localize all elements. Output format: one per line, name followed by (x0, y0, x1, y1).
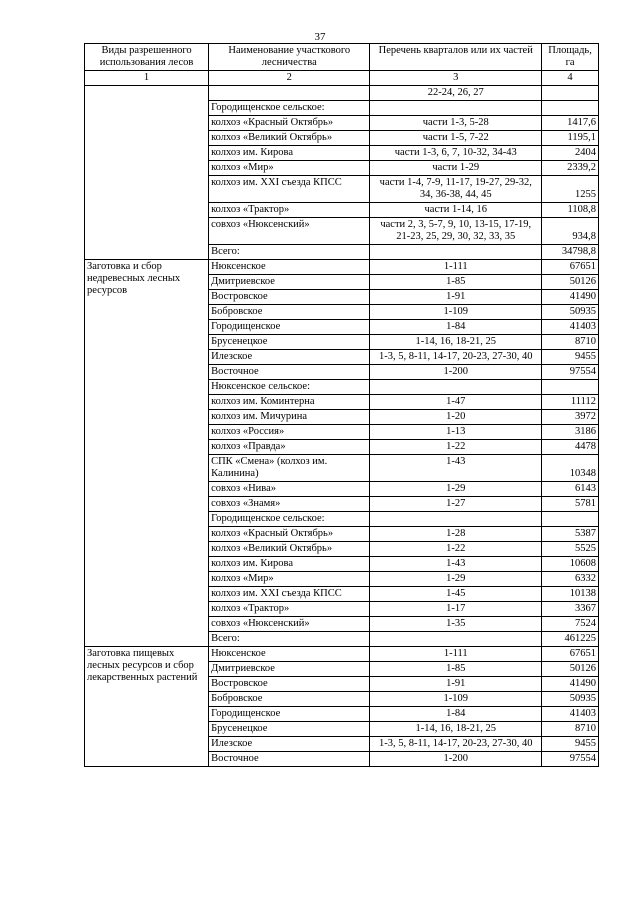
forestry-name-cell: Илезское (209, 350, 370, 365)
area-cell: 934,8 (542, 218, 599, 245)
quarters-cell: 1-85 (370, 275, 542, 290)
area-cell: 7524 (542, 617, 599, 632)
table-body (85, 86, 599, 767)
quarters-cell: 22-24, 26, 27 (370, 86, 542, 101)
quarters-cell: 1-43 (370, 557, 542, 572)
table-header-row (85, 44, 599, 71)
area-cell: 1417,6 (542, 116, 599, 131)
forestry-name-cell: совхоз «Нюксенский» (209, 617, 370, 632)
forestry-name-cell: Брусенецкое (209, 335, 370, 350)
forestry-name-cell: Брусенецкое (209, 722, 370, 737)
quarters-cell: 1-84 (370, 320, 542, 335)
forestry-name-cell: Нюксенское сельское: (209, 380, 370, 395)
quarters-cell: 1-91 (370, 677, 542, 692)
forestry-name-cell: колхоз им. Коминтерна (209, 395, 370, 410)
area-cell: 10608 (542, 557, 599, 572)
area-cell: 41403 (542, 320, 599, 335)
forestry-name-cell: колхоз «Россия» (209, 425, 370, 440)
area-cell: 10348 (542, 455, 599, 482)
quarters-cell: 1-13 (370, 425, 542, 440)
forestry-name-cell: колхоз им. XXI съезда КПСС (209, 587, 370, 602)
quarters-cell (370, 512, 542, 527)
forestry-name-cell: Дмитриевское (209, 275, 370, 290)
table-row (85, 647, 599, 662)
area-cell: 41403 (542, 707, 599, 722)
area-cell: 3186 (542, 425, 599, 440)
forestry-name-cell: колхоз им. Мичурина (209, 410, 370, 425)
quarters-cell: 1-200 (370, 365, 542, 380)
quarters-cell (370, 245, 542, 260)
table-row (85, 86, 599, 101)
quarters-cell: 1-20 (370, 410, 542, 425)
forestry-name-cell: колхоз «Правда» (209, 440, 370, 455)
area-cell: 9455 (542, 737, 599, 752)
area-cell: 11112 (542, 395, 599, 410)
column-number-1: 1 (85, 71, 209, 86)
quarters-cell: 1-45 (370, 587, 542, 602)
table-column-numbers-row (85, 71, 599, 86)
area-cell: 6143 (542, 482, 599, 497)
forest-use-table (84, 43, 599, 767)
area-cell: 4478 (542, 440, 599, 455)
forestry-name-cell: Илезское (209, 737, 370, 752)
use-type-cell: Заготовка пищевых лесных ресурсов и сбор лекарственных растений (85, 647, 209, 767)
area-cell: 41490 (542, 677, 599, 692)
quarters-cell: 1-47 (370, 395, 542, 410)
area-cell: 5387 (542, 527, 599, 542)
forestry-name-cell: Городищенское (209, 707, 370, 722)
quarters-cell: 1-35 (370, 617, 542, 632)
quarters-cell: 1-29 (370, 572, 542, 587)
area-cell: 2404 (542, 146, 599, 161)
area-cell: 461225 (542, 632, 599, 647)
forestry-name-cell: СПК «Смена» (колхоз им. Калинина) (209, 455, 370, 482)
area-cell: 34798,8 (542, 245, 599, 260)
use-type-cell (85, 86, 209, 260)
column-number-3: 3 (370, 71, 542, 86)
quarters-cell (370, 101, 542, 116)
column-number-2: 2 (209, 71, 370, 86)
forestry-name-cell: колхоз «Красный Октябрь» (209, 527, 370, 542)
quarters-cell: части 1-3, 5-28 (370, 116, 542, 131)
quarters-cell: части 1-4, 7-9, 11-17, 19-27, 29-32, 34, 36-38, 44, 45 (370, 176, 542, 203)
forestry-name-cell: Бобровское (209, 692, 370, 707)
quarters-cell: 1-27 (370, 497, 542, 512)
quarters-cell: 1-22 (370, 542, 542, 557)
forestry-name-cell: Всего: (209, 632, 370, 647)
forestry-name-cell: Городищенское (209, 320, 370, 335)
area-cell: 50126 (542, 662, 599, 677)
area-cell: 5781 (542, 497, 599, 512)
area-cell: 10138 (542, 587, 599, 602)
area-cell: 1108,8 (542, 203, 599, 218)
quarters-cell: части 1-5, 7-22 (370, 131, 542, 146)
quarters-cell: 1-84 (370, 707, 542, 722)
quarters-cell: 1-85 (370, 662, 542, 677)
area-cell (542, 86, 599, 101)
area-cell: 8710 (542, 722, 599, 737)
quarters-cell: 1-3, 5, 8-11, 14-17, 20-23, 27-30, 40 (370, 350, 542, 365)
forestry-name-cell: Восточное (209, 752, 370, 767)
area-cell (542, 380, 599, 395)
table-row (85, 260, 599, 275)
quarters-cell: части 2, 3, 5-7, 9, 10, 13-15, 17-19, 21-23, 25, 29, 30, 32, 33, 35 (370, 218, 542, 245)
forestry-name-cell: колхоз «Великий Октябрь» (209, 542, 370, 557)
area-cell: 1255 (542, 176, 599, 203)
forestry-name-cell: Всего: (209, 245, 370, 260)
quarters-cell (370, 632, 542, 647)
quarters-cell: 1-43 (370, 455, 542, 482)
forestry-name-cell: Бобровское (209, 305, 370, 320)
forestry-name-cell: колхоз «Мир» (209, 161, 370, 176)
quarters-cell: части 1-3, 6, 7, 10-32, 34-43 (370, 146, 542, 161)
forestry-name-cell: колхоз «Трактор» (209, 203, 370, 218)
quarters-cell: части 1-29 (370, 161, 542, 176)
area-cell: 6332 (542, 572, 599, 587)
forestry-name-cell: Дмитриевское (209, 662, 370, 677)
header-area: Площадь, га (542, 44, 599, 71)
area-cell: 50935 (542, 305, 599, 320)
quarters-cell: 1-109 (370, 305, 542, 320)
column-number-4: 4 (542, 71, 599, 86)
area-cell: 50935 (542, 692, 599, 707)
forestry-name-cell: совхоз «Нива» (209, 482, 370, 497)
area-cell: 8710 (542, 335, 599, 350)
area-cell: 67651 (542, 647, 599, 662)
area-cell (542, 101, 599, 116)
area-cell: 3367 (542, 602, 599, 617)
quarters-cell: части 1-14, 16 (370, 203, 542, 218)
quarters-cell: 1-111 (370, 647, 542, 662)
forestry-name-cell: Нюксенское (209, 647, 370, 662)
forestry-name-cell: колхоз «Мир» (209, 572, 370, 587)
area-cell: 97554 (542, 752, 599, 767)
quarters-cell: 1-91 (370, 290, 542, 305)
quarters-cell: 1-109 (370, 692, 542, 707)
area-cell: 5525 (542, 542, 599, 557)
forestry-name-cell (209, 86, 370, 101)
area-cell: 1195,1 (542, 131, 599, 146)
forestry-name-cell: Нюксенское (209, 260, 370, 275)
quarters-cell: 1-22 (370, 440, 542, 455)
area-cell: 97554 (542, 365, 599, 380)
forestry-name-cell: Городищенское сельское: (209, 101, 370, 116)
quarters-cell: 1-14, 16, 18-21, 25 (370, 335, 542, 350)
quarters-cell: 1-14, 16, 18-21, 25 (370, 722, 542, 737)
area-cell: 2339,2 (542, 161, 599, 176)
forestry-name-cell: колхоз «Великий Октябрь» (209, 131, 370, 146)
area-cell: 67651 (542, 260, 599, 275)
forestry-name-cell: совхоз «Знамя» (209, 497, 370, 512)
forestry-name-cell: Востровское (209, 290, 370, 305)
header-forestry-name: Наименование участкового лесничества (209, 44, 370, 71)
quarters-cell: 1-17 (370, 602, 542, 617)
quarters-cell: 1-28 (370, 527, 542, 542)
header-use-type: Виды разрешенного использования лесов (85, 44, 209, 71)
use-type-cell: Заготовка и сбор недревесных лесных ресурсов (85, 260, 209, 647)
quarters-cell (370, 380, 542, 395)
area-cell: 3972 (542, 410, 599, 425)
quarters-cell: 1-29 (370, 482, 542, 497)
forestry-name-cell: колхоз «Трактор» (209, 602, 370, 617)
area-cell (542, 512, 599, 527)
forestry-name-cell: совхоз «Нюксенский» (209, 218, 370, 245)
forestry-name-cell: колхоз им. XXI съезда КПСС (209, 176, 370, 203)
area-cell: 41490 (542, 290, 599, 305)
quarters-cell: 1-3, 5, 8-11, 14-17, 20-23, 27-30, 40 (370, 737, 542, 752)
forestry-name-cell: Восточное (209, 365, 370, 380)
forestry-name-cell: Городищенское сельское: (209, 512, 370, 527)
quarters-cell: 1-111 (370, 260, 542, 275)
header-quarters: Перечень кварталов или их частей (370, 44, 542, 71)
page-number: 37 (314, 31, 326, 43)
area-cell: 50126 (542, 275, 599, 290)
forestry-name-cell: Востровское (209, 677, 370, 692)
forestry-name-cell: колхоз «Красный Октябрь» (209, 116, 370, 131)
forestry-name-cell: колхоз им. Кирова (209, 557, 370, 572)
quarters-cell: 1-200 (370, 752, 542, 767)
forestry-name-cell: колхоз им. Кирова (209, 146, 370, 161)
area-cell: 9455 (542, 350, 599, 365)
